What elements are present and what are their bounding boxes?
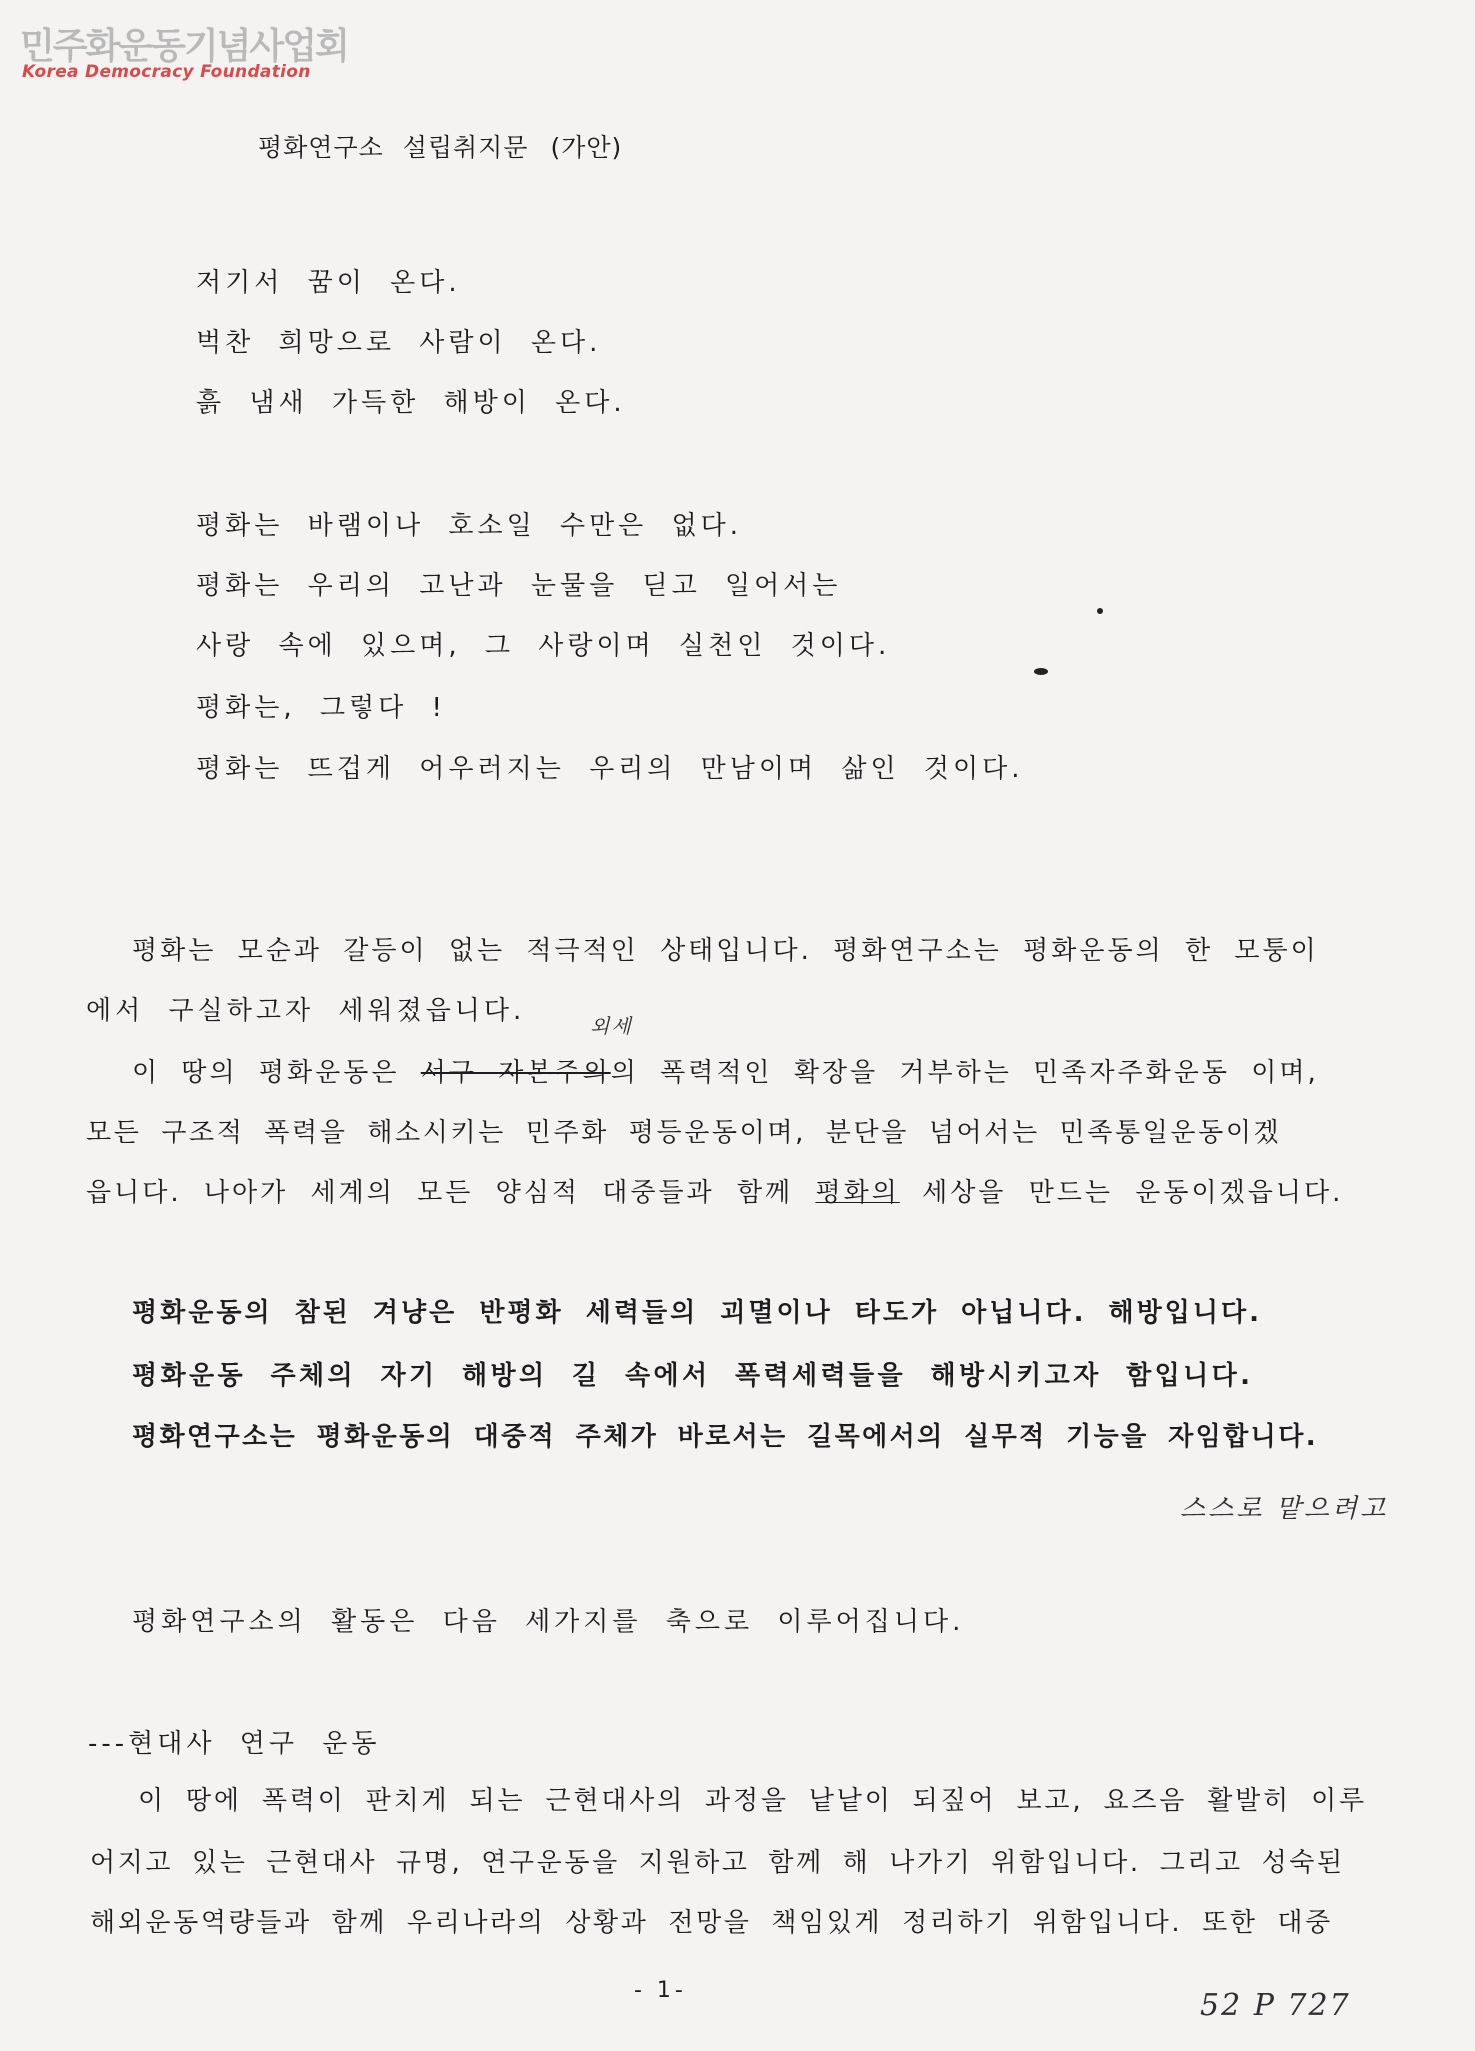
stanza-line-4: 평화는, 그렇다 ! xyxy=(196,693,446,723)
section1-heading: ---현대사 연구 운동 xyxy=(88,1729,381,1759)
handwritten-insertion: 외세 xyxy=(590,1014,633,1038)
poem-line-1: 저기서 꿈이 온다. xyxy=(196,268,461,298)
para1-line-5-end: 세상을 만드는 운동이겠읍니다. xyxy=(922,1178,1344,1208)
section1-line-3: 해외운동역량들과 함께 우리나라의 상황과 전망을 책임있게 정리하기 위함입니다. 또한 대중 xyxy=(90,1908,1333,1938)
stanza-line-3: 사랑 속에 있으며, 그 사랑이며 실천인 것이다. xyxy=(196,631,891,661)
para1-line-2: 에서 구실하고자 세워졌읍니다. xyxy=(86,996,526,1026)
page-number: - 1- xyxy=(634,1978,687,2003)
struck-text: 서구 자본주의 xyxy=(420,1058,611,1088)
scan-speck xyxy=(1097,608,1103,614)
para3-line: 평화연구소의 활동은 다음 세가지를 축으로 이루어집니다. xyxy=(132,1607,965,1637)
stanza-line-1: 평화는 바램이나 호소일 수만은 없다. xyxy=(196,511,743,541)
scan-speck xyxy=(1034,668,1048,675)
stanza-line-2: 평화는 우리의 고난과 눈물을 딛고 일어서는 xyxy=(196,571,842,601)
para2-line-3: 평화연구소는 평화운동의 대중적 주체가 바로서는 길목에서의 실무적 기능을 자임합니다. xyxy=(132,1422,1318,1452)
para1-line-4: 모든 구조적 폭력을 해소시키는 민주화 평등운동이며, 분단을 넘어서는 민족통일운동이겠 xyxy=(86,1118,1282,1148)
para1-line-3 xyxy=(132,1052,1319,1089)
para1-line-3-start: 이 땅의 평화운동은 xyxy=(132,1058,400,1088)
title-note: (가안) xyxy=(550,133,623,162)
section1-line-2: 어지고 있는 근현대사 규명, 연구운동을 지원하고 함께 해 나가기 위함입니다. 그리고 성숙된 xyxy=(90,1848,1345,1878)
underlined-text: 평화의 xyxy=(815,1178,900,1208)
para2-line-2: 평화운동 주체의 자기 해방의 길 속에서 폭력세력들을 해방시키고자 함입니다. xyxy=(132,1361,1254,1391)
poem-line-2: 벅찬 희망으로 사람이 온다. xyxy=(196,328,602,358)
handwritten-archive-code: 52 P 727 xyxy=(1200,1988,1351,2023)
poem-line-3: 흙 냄새 가득한 해방이 온다. xyxy=(196,388,626,418)
title-text: 평화연구소 설립취지문 xyxy=(258,133,529,162)
watermark-korean: 민주화운동기념사업회 xyxy=(20,26,348,67)
section1-line-1: 이 땅에 폭력이 판치게 되는 근현대사의 과정을 낱낱이 되짚어 보고, 요즈음 활발히 이루 xyxy=(138,1786,1367,1816)
handwritten-margin-note: 스스로 맡으려고 xyxy=(1180,1494,1389,1524)
para1-line-5-start: 읍니다. 나아가 세계의 모든 양심적 대중들과 함께 xyxy=(86,1178,794,1208)
stanza-line-5: 평화는 뜨겁게 어우러지는 우리의 만남이며 삶인 것이다. xyxy=(196,754,1024,784)
para2-line-1: 평화운동의 참된 겨냥은 반평화 세력들의 괴멸이나 타도가 아닙니다. 해방입니다. xyxy=(132,1298,1262,1328)
para1-line-1: 평화는 모순과 갈등이 없는 적극적인 상태입니다. 평화연구소는 평화운동의 한 모퉁이 xyxy=(132,936,1319,966)
document-title xyxy=(258,128,622,164)
para1-line-3-end: 의 폭력적인 확장을 거부하는 민족자주화운동 이며, xyxy=(610,1058,1319,1088)
para1-line-5 xyxy=(86,1172,1343,1209)
watermark-english: Korea Democracy Foundation xyxy=(22,62,311,82)
